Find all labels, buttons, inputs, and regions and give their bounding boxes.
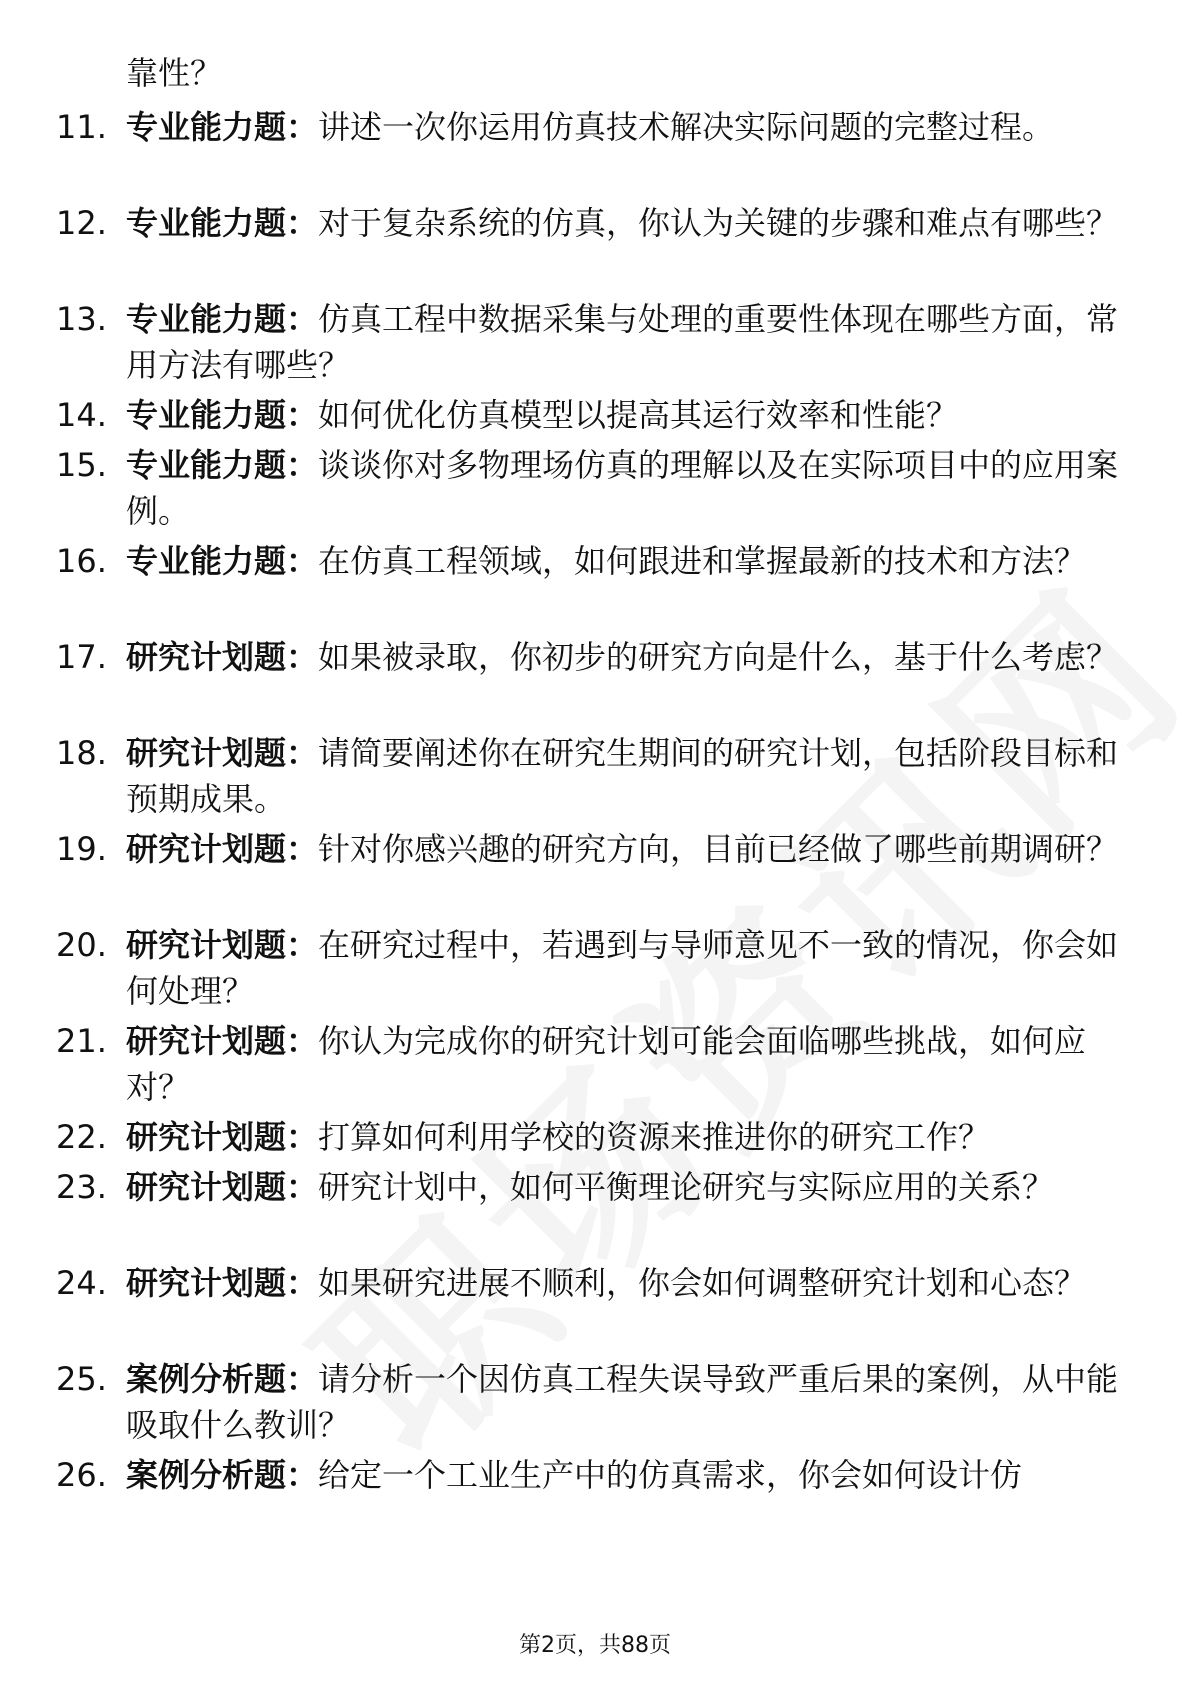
question-item xyxy=(56,922,1136,1014)
question-number: 20. xyxy=(56,926,107,964)
question-number: 24. xyxy=(56,1264,107,1302)
question-text: 如果研究进展不顺利，你会如何调整研究计划和心态？ xyxy=(318,1264,1087,1302)
question-category: 研究计划题： xyxy=(126,830,319,868)
question-number: 22. xyxy=(56,1118,107,1156)
question-number: 26. xyxy=(56,1456,107,1494)
question-number: 15. xyxy=(56,446,107,484)
question-text: 在研究过程中，若遇到与导师意见不一致的情况，你会如何处理？ xyxy=(126,926,1119,1010)
question-number: 16. xyxy=(56,542,107,580)
question-item xyxy=(56,538,1136,584)
question-text: 你认为完成你的研究计划可能会面临哪些挑战，如何应对？ xyxy=(126,1022,1087,1106)
question-number: 19. xyxy=(56,830,107,868)
question-text: 如果被录取，你初步的研究方向是什么，基于什么考虑？ xyxy=(318,638,1119,676)
question-text: 打算如何利用学校的资源来推进你的研究工作？ xyxy=(318,1118,991,1156)
question-number: 21. xyxy=(56,1022,107,1060)
question-item xyxy=(56,1114,1136,1160)
continuation-text: 靠性？ xyxy=(126,54,223,92)
question-item xyxy=(56,1356,1136,1448)
question-item xyxy=(56,442,1136,534)
question-item xyxy=(56,1164,1136,1210)
question-category: 案例分析题： xyxy=(126,1456,319,1494)
question-category: 研究计划题： xyxy=(126,1118,319,1156)
question-text: 针对你感兴趣的研究方向，目前已经做了哪些前期调研？ xyxy=(318,830,1119,868)
question-category: 研究计划题： xyxy=(126,926,319,964)
question-category: 研究计划题： xyxy=(126,734,319,772)
question-item xyxy=(56,104,1136,150)
question-number: 25. xyxy=(56,1360,107,1398)
question-item xyxy=(56,826,1136,872)
question-number: 17. xyxy=(56,638,107,676)
question-text: 请分析一个因仿真工程失误导致严重后果的案例，从中能吸取什么教训？ xyxy=(126,1360,1119,1444)
question-category: 研究计划题： xyxy=(126,1168,319,1206)
question-item xyxy=(56,1260,1136,1306)
question-category: 专业能力题： xyxy=(126,300,319,338)
question-number: 14. xyxy=(56,396,107,434)
question-number: 18. xyxy=(56,734,107,772)
question-item xyxy=(56,200,1136,246)
question-category: 案例分析题： xyxy=(126,1360,319,1398)
question-item xyxy=(56,1452,1136,1498)
question-number: 13. xyxy=(56,300,107,338)
question-item xyxy=(56,730,1136,822)
question-text: 仿真工程中数据采集与处理的重要性体现在哪些方面，常用方法有哪些？ xyxy=(126,300,1119,384)
question-text: 对于复杂系统的仿真，你认为关键的步骤和难点有哪些？ xyxy=(318,204,1119,242)
question-category: 专业能力题： xyxy=(126,204,319,242)
question-category: 专业能力题： xyxy=(126,542,319,580)
question-text: 谈谈你对多物理场仿真的理解以及在实际项目中的应用案例。 xyxy=(126,446,1119,530)
question-text: 给定一个工业生产中的仿真需求，你会如何设计仿 xyxy=(318,1456,1023,1494)
question-text: 如何优化仿真模型以提高其运行效率和性能？ xyxy=(318,396,959,434)
question-category: 研究计划题： xyxy=(126,638,319,676)
question-category: 研究计划题： xyxy=(126,1264,319,1302)
question-item xyxy=(56,296,1136,388)
question-category: 研究计划题： xyxy=(126,1022,319,1060)
question-text: 请简要阐述你在研究生期间的研究计划，包括阶段目标和预期成果。 xyxy=(126,734,1119,818)
question-item xyxy=(56,392,1136,438)
question-text: 研究计划中，如何平衡理论研究与实际应用的关系？ xyxy=(318,1168,1055,1206)
question-number: 23. xyxy=(56,1168,107,1206)
question-number: 12. xyxy=(56,204,107,242)
question-category: 专业能力题： xyxy=(126,108,319,146)
page-footer: 第2页，共88页 xyxy=(519,1633,671,1658)
question-item xyxy=(56,1018,1136,1110)
question-category: 专业能力题： xyxy=(126,396,319,434)
question-number: 11. xyxy=(56,108,107,146)
question-category: 专业能力题： xyxy=(126,446,319,484)
question-text: 在仿真工程领域，如何跟进和掌握最新的技术和方法？ xyxy=(318,542,1087,580)
question-item xyxy=(56,634,1136,680)
question-text: 讲述一次你运用仿真技术解决实际问题的完整过程。 xyxy=(318,108,1055,146)
